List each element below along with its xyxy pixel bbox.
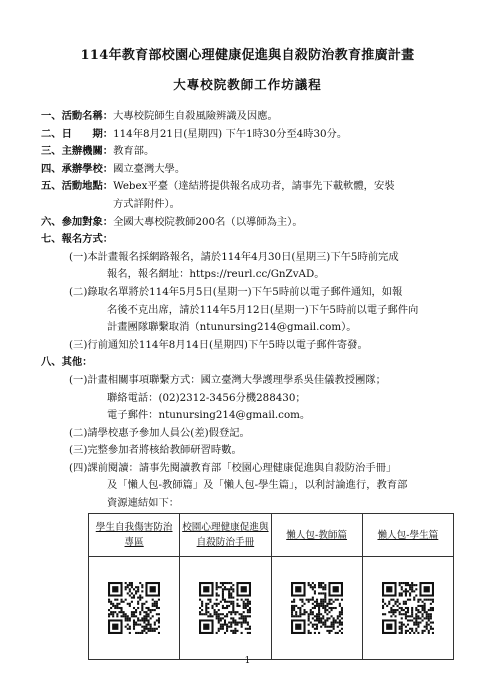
qr-cell <box>271 557 362 660</box>
registration-url-line: 報名，報名網址：https://reurl.cc/GnZvAD。 <box>107 268 325 281</box>
item-value: 全國大專校院教師200名（以導師為主）。 <box>113 215 303 228</box>
sub-text: 計畫相關事項聯繫方式：國立臺灣大學護理學系吳佳儀教授團隊； <box>87 373 386 386</box>
resource-link[interactable]: 懶人包-教師篇 <box>286 529 348 541</box>
sub-text: 課前閱讀：請事先閱讀教育部「校園心理健康促進與自殺防治手冊」 <box>87 461 397 474</box>
resource-cell[interactable] <box>362 514 453 557</box>
sub-text: 請學校惠予參加人員公(差)假登記。 <box>87 426 250 439</box>
qr-cell <box>362 557 453 660</box>
item-label: 六、參加對象： <box>41 215 114 228</box>
qr-icon[interactable] <box>382 582 434 634</box>
contact-phone: 聯絡電話：(02)2312-3456分機288430； <box>107 391 306 404</box>
registration-item <box>41 284 461 302</box>
item-label: 四、承辦學校： <box>41 162 114 175</box>
qr-icon[interactable] <box>199 582 251 634</box>
item-value: 教育部。 <box>113 145 155 158</box>
agenda-item <box>41 214 461 232</box>
registration-item <box>41 249 461 267</box>
item-label: 七、報名方式： <box>41 233 114 246</box>
resource-link[interactable]: 學生自我傷害防治 <box>95 522 173 533</box>
document-subtitle: 大專校院教師工作坊議程 <box>173 77 322 92</box>
item-label: 五、活動地點： <box>41 180 114 193</box>
agenda-item <box>41 143 461 161</box>
resource-link[interactable]: 校園心理健康促進與 <box>182 522 269 533</box>
resource-link[interactable]: 懶人包-學生篇 <box>377 529 439 541</box>
agenda-item <box>41 354 461 372</box>
sub-text: 錄取名單將於114年5月5日(星期一)下午5時前以電子郵件通知，如報 <box>87 285 403 298</box>
item-label: 一、活動名稱： <box>41 110 114 122</box>
other-item <box>41 425 461 443</box>
item-value: 114年8月21日(星期四) 下午1時30分至4時30分。 <box>113 127 348 140</box>
sub-prefix: (四) <box>69 461 88 474</box>
resource-cell[interactable] <box>180 514 271 557</box>
sub-prefix: (一) <box>69 250 88 263</box>
item-value-continued: 方式詳附件）。 <box>113 197 180 210</box>
qr-cell <box>89 557 180 660</box>
item-value: 大專校院師生自殺風險辨識及因應。 <box>113 110 278 122</box>
page-number: 1 <box>244 656 251 666</box>
item-label: 二、日 期： <box>41 127 114 140</box>
contact-email: 電子郵件：ntunursing214@gmail.com。 <box>107 409 311 422</box>
resource-table <box>88 513 454 660</box>
sub-text: 本計畫報名採網路報名，請於114年4月30日(星期三)下午5時前完成 <box>87 250 399 263</box>
document-title: 114年教育部校園心理健康促進與自殺防治教育推廣計畫 <box>80 48 415 63</box>
resource-link[interactable]: 專區 <box>124 537 144 548</box>
resource-cell[interactable] <box>89 514 180 557</box>
resource-cell[interactable] <box>271 514 362 557</box>
sub-text: 完整參加者將核給教師研習時數。 <box>87 444 242 457</box>
sub-text-continued: 及「懶人包-教師篇」及「懶人包-學生篇」，以利討論進行，教育部 <box>107 479 408 492</box>
item-label: 三、主辦機關： <box>41 145 114 158</box>
agenda-item <box>41 161 461 179</box>
agenda-item <box>41 231 461 249</box>
sub-prefix: (三) <box>69 444 88 457</box>
sub-text: 行前通知於114年8月14日(星期四)下午5時以電子郵件寄發。 <box>87 338 368 351</box>
other-item <box>41 442 461 460</box>
sub-text-continued: 計畫團隊聯繫取消（ntunursing214@gmail.com）。 <box>107 321 357 334</box>
sub-text-continued: 名後不克出席，請於114年5月12日(星期一)下午5時前以電子郵件向 <box>107 303 419 316</box>
sub-prefix: (三) <box>69 338 88 351</box>
sub-prefix: (一) <box>69 373 88 386</box>
item-value: Webex平臺（達結將提供報名成功者，請事先下載軟體，安裝 <box>113 180 395 193</box>
item-value: 國立臺灣大學。 <box>113 162 186 175</box>
sub-prefix: (二) <box>69 285 88 298</box>
qr-icon[interactable] <box>108 582 160 634</box>
qr-cell <box>180 557 271 660</box>
qr-icon[interactable] <box>291 582 343 634</box>
sub-text-continued: 資源連結如下： <box>107 497 180 510</box>
agenda-item <box>41 126 461 144</box>
resource-link[interactable]: 自殺防治手冊 <box>196 537 255 548</box>
sub-prefix: (二) <box>69 426 88 439</box>
other-item <box>41 372 461 390</box>
registration-item <box>41 337 461 355</box>
agenda-body <box>41 108 461 513</box>
agenda-item <box>41 178 461 196</box>
agenda-item <box>41 108 461 126</box>
item-label: 八、其他： <box>41 356 93 369</box>
other-item <box>41 460 461 478</box>
